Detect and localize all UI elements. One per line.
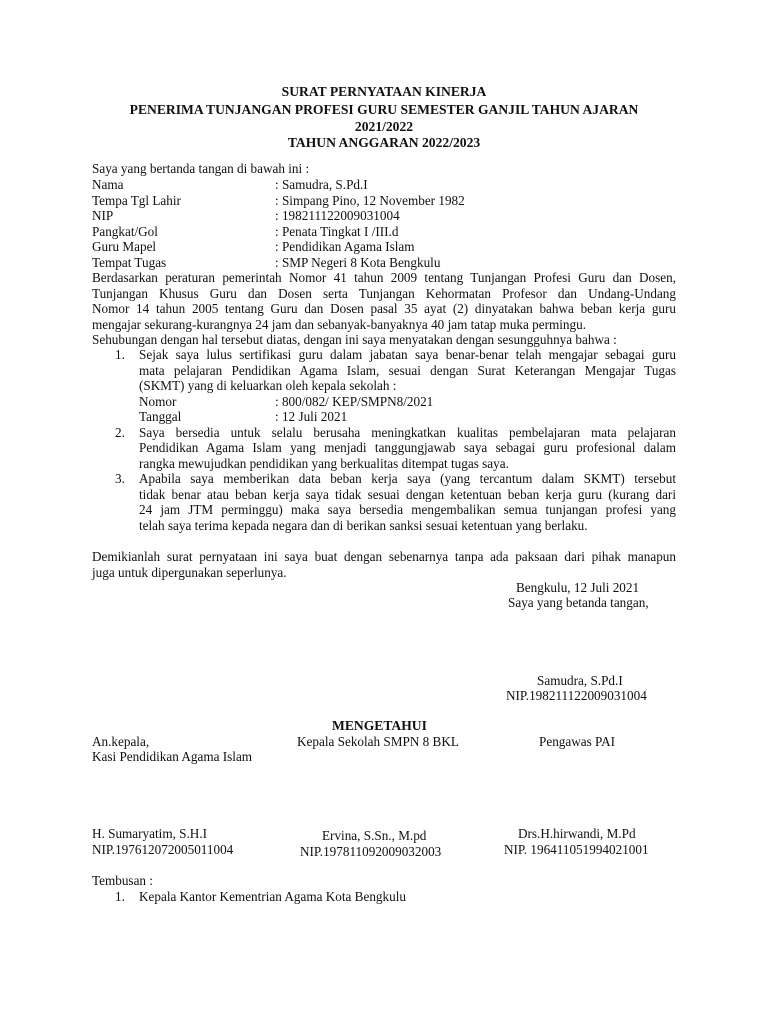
approver-title: An.kepala,	[92, 734, 150, 749]
identity-value: : Pendidikan Agama Islam	[275, 239, 415, 254]
closing-line: juga untuk dipergunakan seperlunya.	[92, 565, 287, 580]
identity-label: Guru Mapel	[92, 239, 157, 254]
identity-label: NIP	[92, 208, 114, 223]
list-number: 3.	[115, 471, 125, 486]
identity-value: : Penata Tingkat I /III.d	[275, 224, 399, 239]
list-item-line: Saya bersedia untuk selalu berusaha meningkatkan kualitas pembelajaran mata pelajaran	[139, 425, 676, 440]
title-line-1: SURAT PERNYATAAN KINERJA	[281, 84, 487, 99]
title-line-3: 2021/2022	[354, 119, 414, 134]
cc-label: Tembusan :	[92, 873, 153, 888]
approver-name: Ervina, S.Sn., M.pd	[322, 828, 427, 843]
approver-nip: NIP.197612072005011004	[92, 842, 234, 857]
list-item-line: Pendidikan Agama Islam yang menjadi tanggungjawab saya sebagai guru profesional dalam	[139, 440, 676, 455]
list-item-line: tidak benar atau beban kerja saya tidak sesuai dengan ketentuan beban kerja guru (kurang dari	[139, 487, 676, 502]
basis-line: mengajar sekurang-kurangnya 24 jam dan sebanyak-banyaknya 40 jam tatap muka permingu.	[92, 317, 586, 332]
list-number: 1.	[115, 347, 125, 362]
list-item-line: mata pelajaran Pendidikan Agama Islam, sesuai dengan Surat Keterangan Mengajar Tugas	[139, 363, 676, 378]
approver-title: Kasi Pendidikan Agama Islam	[92, 749, 253, 764]
identity-value: : 198211122009031004	[275, 208, 400, 223]
approver-title: Pengawas PAI	[539, 734, 616, 749]
approver-nip: NIP. 196411051994021001	[504, 842, 649, 857]
identity-label: Nama	[92, 177, 124, 192]
title-line-2: PENERIMA TUNJANGAN PROFESI GURU SEMESTER GANJIL TAHUN AJARAN	[129, 102, 639, 117]
title-line-4: TAHUN ANGGARAN 2022/2023	[287, 135, 481, 150]
place-date: Bengkulu, 12 Juli 2021	[516, 580, 640, 595]
identity-value: : Samudra, S.Pd.I	[275, 177, 368, 192]
list-item-line: (SKMT) yang di keluarkan oleh kepala sekolah :	[139, 378, 397, 393]
list-number: 1.	[115, 889, 125, 904]
identity-value: : SMP Negeri 8 Kota Bengkulu	[275, 255, 441, 270]
list-item-line: rangka mewujudkan pendidikan yang berkualitas ditempat tugas saya.	[139, 456, 509, 471]
cc-item: Kepala Kantor Kementrian Agama Kota Bengkulu	[139, 889, 406, 904]
signer-nip: NIP.198211122009031004	[506, 688, 647, 703]
identity-label: Pangkat/Gol	[92, 224, 158, 239]
acknowledge-heading: MENGETAHUI	[332, 718, 427, 733]
list-item-line: telah saya terima kepada negara dan di berikan sanksi sesuai ketentuan yang berlaku.	[139, 518, 588, 533]
list-item-line: 24 jam JTM perminggu) maka saya bersedia mengembalikan semua tunjangan profesi yang	[139, 502, 676, 517]
intro-text: Saya yang bertanda tangan di bawah ini :	[92, 161, 310, 176]
basis-line: Nomor 14 tahun 2005 tentang Guru dan Dosen pasal 35 ayat (2) dinyatakan bahwa beban kerja guru	[92, 301, 676, 316]
skmt-value: : 800/082/ KEP/SMPN8/2021	[275, 394, 434, 409]
list-number: 2.	[115, 425, 125, 440]
basis-line: Tunjangan Khusus Guru dan Dosen serta Tunjangan Kehormatan Profesor dan Undang-Undang	[92, 286, 676, 301]
approver-name: Drs.H.hirwandi, M.Pd	[518, 826, 636, 841]
statement-intro: Sehubungan dengan hal tersebut diatas, dengan ini saya menyatakan dengan sesungguhnya bahwa :	[92, 332, 617, 347]
approver-title: Kepala Sekolah SMPN 8 BKL	[297, 734, 459, 749]
skmt-label: Tanggal	[139, 409, 182, 424]
signer-name: Samudra, S.Pd.I	[537, 673, 623, 688]
skmt-value: : 12 Juli 2021	[275, 409, 348, 424]
skmt-label: Nomor	[139, 394, 177, 409]
list-item-line: Sejak saya lulus sertifikasi guru dalam jabatan saya benar-benar telah mengajar sebagai guru	[139, 347, 676, 362]
closing-line: Demikianlah surat pernyataan ini saya buat dengan sebenarnya tanpa ada paksaan dari pihak manapun	[92, 549, 676, 564]
list-item-line: Apabila saya memberikan data beban kerja saya (yang tercantum dalam SKMT) tersebut	[139, 471, 676, 486]
identity-label: Tempa Tgl Lahir	[92, 193, 181, 208]
approver-name: H. Sumaryatim, S.H.I	[92, 826, 208, 841]
basis-line: Berdasarkan peraturan pemerintah Nomor 41 tahun 2009 tentang Tunjangan Profesi Guru dan Dosen,	[92, 270, 676, 285]
signer-caption: Saya yang betanda tangan,	[508, 595, 649, 610]
approver-nip: NIP.197811092009032003	[300, 844, 442, 859]
identity-label: Tempat Tugas	[92, 255, 167, 270]
identity-value: : Simpang Pino, 12 November 1982	[275, 193, 465, 208]
